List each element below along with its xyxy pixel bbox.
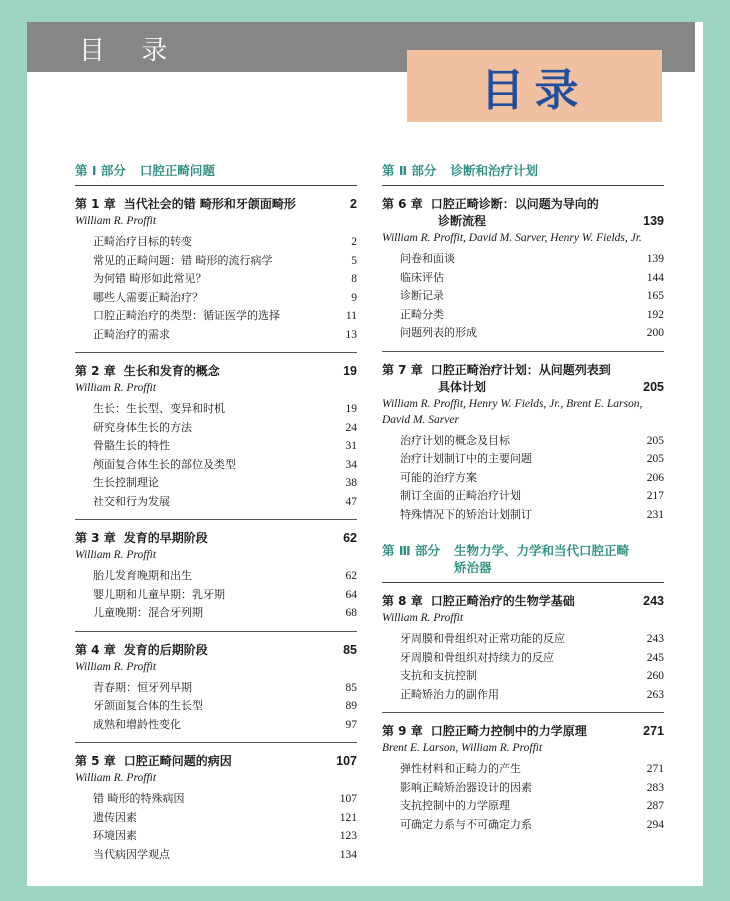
chapter-page: 19 [343, 364, 357, 378]
toc-entry [75, 809, 357, 828]
entry-page: 9 [351, 291, 357, 304]
entry-page: 5 [351, 254, 357, 267]
entry-page: 107 [339, 793, 357, 805]
chapter-5 [75, 753, 357, 864]
part-heading [75, 162, 357, 186]
entry-list [75, 790, 357, 864]
entry-title: 治疗计划制订中的主要问题 [400, 452, 532, 465]
entry-title: 正畸矫治力的副作用 [400, 687, 499, 701]
chapter-author: William R. Proffit [75, 215, 157, 227]
chapter-author: William R. Proffit [75, 772, 157, 784]
toc-entry [382, 686, 664, 705]
toc-entry [382, 269, 664, 288]
chapter-title [382, 196, 664, 213]
chapter-number: 第 9 章 [382, 724, 423, 738]
entry-title: 口腔正畸治疗的类型：循证医学的选择 [93, 309, 280, 322]
divider [75, 352, 357, 353]
entry-page: 38 [345, 477, 357, 489]
toc-entry [75, 289, 357, 308]
toc-entry [382, 432, 664, 451]
chapter-author: William R. Proffit, Henry W. Fields, Jr., Brent E. Larson, David M. Sarver [382, 397, 643, 426]
entry-page: 31 [345, 440, 357, 452]
chapter-author: William R. Proffit [75, 382, 157, 394]
toc-entry [75, 233, 357, 252]
chapter-author: Brent E. Larson, William R. Proffit [382, 742, 543, 754]
chapter-number: 第 8 章 [382, 594, 423, 608]
entry-title: 诊断记录 [400, 289, 444, 302]
entry-title: 骨骼生长的特性 [93, 439, 170, 452]
entry-title: 可确定力系与不可确定力系 [400, 817, 532, 831]
toc-entry [382, 306, 664, 325]
entry-title: 常见的正畸问题：错 畸形的流行病学 [93, 253, 273, 267]
entry-title: 临床评估 [400, 270, 444, 284]
entry-title: 婴儿期和儿童早期：乳牙期 [93, 587, 225, 601]
entry-page: 217 [646, 490, 664, 502]
chapter-number: 第 5 章 [75, 754, 116, 768]
entry-title: 支抗控制中的力学原理 [400, 799, 510, 812]
toc-entry [382, 816, 664, 835]
entry-page: 245 [646, 651, 664, 664]
toc-entry [75, 586, 357, 605]
entry-page: 200 [646, 327, 664, 339]
entry-title: 成熟和增龄性变化 [93, 717, 181, 731]
chapter-page: 271 [643, 724, 664, 738]
toc-entry [75, 567, 357, 586]
toc-entry [382, 324, 664, 343]
chapter-name: 口腔正畸治疗的生物学基础 [430, 594, 575, 608]
chapter-list [75, 196, 357, 864]
chapter-1 [75, 196, 357, 344]
entry-title: 儿童晚期：混合牙列期 [93, 606, 203, 619]
entry-title: 牙周膜和骨组织对正常功能的反应 [400, 632, 565, 645]
toc-entry [75, 790, 357, 809]
chapter-author: William R. Proffit [75, 549, 157, 561]
entry-title: 弹性材料和正畸力的产生 [400, 762, 521, 775]
divider [75, 519, 357, 520]
chapter-page: 85 [343, 642, 357, 657]
chapter-page: 243 [643, 594, 664, 608]
toc-entry [382, 487, 664, 506]
entry-list [75, 233, 357, 344]
entry-page: 206 [646, 471, 664, 484]
chapter-author: William R. Proffit, David M. Sarver, Henry W. Fields, Jr. [382, 232, 642, 244]
entry-title: 遗传因素 [93, 810, 137, 824]
title-badge [407, 50, 662, 122]
chapter-name-cont: 具体计划 [438, 379, 487, 394]
entry-title: 错 畸形的特殊病因 [93, 792, 185, 805]
part-number: 第 Ⅰ 部分 [75, 163, 126, 178]
chapter-title [382, 723, 664, 740]
entry-page: 165 [646, 290, 664, 302]
right-column [382, 162, 664, 842]
chapter-7 [382, 362, 664, 525]
part-title: 口腔正畸问题 [139, 163, 215, 178]
entry-title: 正畸治疗目标的转变 [93, 235, 192, 248]
divider [382, 351, 664, 352]
chapter-4 [75, 642, 357, 735]
entry-page: 2 [351, 236, 357, 248]
toc-entry [75, 456, 357, 475]
entry-page: 62 [345, 570, 357, 582]
entry-title: 正畸治疗的需求 [93, 327, 170, 341]
entry-page: 287 [646, 800, 664, 812]
chapter-author: William R. Proffit [75, 660, 157, 673]
entry-list [382, 760, 664, 834]
entry-page: 144 [646, 271, 664, 284]
toc-entry [382, 630, 664, 649]
entry-title: 制订全面的正畸治疗计划 [400, 489, 521, 502]
entry-title: 生长控制理论 [93, 476, 159, 489]
toc-entry [75, 493, 357, 512]
entry-page: 11 [345, 310, 357, 322]
chapter-title [75, 363, 357, 380]
entry-list [75, 400, 357, 511]
entry-page: 283 [646, 781, 664, 794]
toc-entry [382, 450, 664, 469]
chapter-title [75, 196, 357, 213]
entry-list [75, 567, 357, 623]
entry-page: 231 [646, 508, 664, 521]
entry-title: 为何错 畸形如此常见？ [93, 272, 207, 285]
chapter-title-cont [382, 379, 664, 396]
entry-page: 205 [646, 434, 664, 447]
chapter-page: 139 [643, 214, 664, 228]
entry-title: 青春期：恒牙列早期 [93, 680, 192, 694]
toc-entry [75, 400, 357, 419]
toc-entry [75, 846, 357, 865]
chapter-number: 第 3 章 [75, 531, 116, 545]
chapter-3 [75, 530, 357, 623]
chapter-title [382, 362, 664, 379]
chapter-8 [382, 593, 664, 704]
entry-page: 192 [646, 308, 664, 321]
entry-title: 颅面复合体生长的部位及类型 [93, 457, 236, 471]
chapter-title [75, 753, 357, 770]
entry-page: 121 [339, 811, 357, 824]
entry-page: 68 [345, 607, 357, 619]
toc-entry [382, 797, 664, 816]
toc-entry [75, 716, 357, 735]
chapter-9 [382, 723, 664, 834]
page-title: 目 录 [79, 36, 182, 66]
entry-title: 当代病因学观点 [93, 847, 170, 861]
part-heading [382, 542, 664, 583]
chapter-name: 生长和发育的概念 [123, 364, 220, 378]
part-number: 第 Ⅱ 部分 [382, 163, 437, 178]
chapter-name: 口腔正畸问题的病因 [123, 754, 232, 768]
entry-page: 8 [351, 273, 357, 285]
entry-title: 可能的治疗方案 [400, 470, 477, 484]
entry-title: 支抗和支抗控制 [400, 669, 477, 682]
toc-entry [382, 779, 664, 798]
toc-entry [382, 667, 664, 686]
chapter-6 [382, 196, 664, 343]
toc-entry [75, 827, 357, 846]
chapter-number: 第 1 章 [75, 197, 116, 211]
chapter-title [75, 642, 357, 659]
toc-entry [382, 649, 664, 668]
entry-page: 19 [345, 403, 357, 415]
chapter-2 [75, 363, 357, 511]
chapter-name: 口腔正畸治疗计划：从问题列表到 [430, 362, 611, 377]
entry-page: 47 [345, 495, 357, 508]
part-heading [382, 162, 664, 186]
chapter-name: 当代社会的错 畸形和牙颌面畸形 [123, 197, 296, 211]
toc-entry [75, 474, 357, 493]
entry-page: 24 [345, 421, 357, 434]
toc-page [27, 22, 703, 886]
toc-entry [382, 287, 664, 306]
entry-page: 85 [345, 681, 357, 694]
toc-entry [75, 697, 357, 716]
part-title-line2: 矫治器 [454, 560, 492, 575]
entry-list [382, 630, 664, 704]
toc-entry [75, 604, 357, 623]
chapter-author: William R. Proffit [382, 612, 464, 624]
chapter-number: 第 4 章 [75, 642, 116, 657]
divider [382, 712, 664, 713]
entry-title: 影响正畸矫治器设计的因素 [400, 780, 532, 794]
toc-entry [75, 307, 357, 326]
entry-page: 34 [345, 458, 357, 471]
chapter-name-cont: 诊断流程 [438, 214, 487, 228]
left-column [75, 162, 357, 872]
toc-entry [75, 437, 357, 456]
entry-title: 特殊情况下的矫治计划制订 [400, 507, 532, 521]
entry-page: 13 [345, 328, 357, 341]
entry-list [382, 432, 664, 525]
entry-page: 123 [339, 830, 357, 842]
toc-entry [75, 679, 357, 698]
part-title-line1: 生物力学、力学和当代口腔正畸 [454, 543, 630, 558]
divider [75, 631, 357, 632]
entry-page: 263 [646, 688, 664, 701]
chapter-page: 205 [643, 379, 664, 394]
entry-title: 研究身体生长的方法 [93, 420, 192, 434]
badge-label: 目录 [480, 65, 589, 116]
entry-title: 胎儿发育晚期和出生 [93, 569, 192, 582]
entry-title: 牙周膜和骨组织对持续力的反应 [400, 650, 554, 664]
entry-title: 治疗计划的概念及目标 [400, 433, 510, 447]
chapter-number: 第 6 章 [382, 197, 423, 211]
entry-page: 89 [345, 700, 357, 712]
chapter-page: 2 [350, 197, 357, 211]
toc-entry [75, 270, 357, 289]
toc-entry [75, 252, 357, 271]
entry-title: 生长：生长型、变异和时机 [93, 402, 225, 415]
entry-page: 243 [646, 633, 664, 645]
part-title [454, 542, 629, 576]
chapter-title [382, 593, 664, 610]
entry-title: 问卷和面谈 [400, 252, 455, 265]
entry-list [382, 250, 664, 343]
toc-entry [382, 250, 664, 269]
part-title: 诊断和治疗计划 [450, 163, 538, 178]
entry-title: 哪些人需要正畸治疗？ [93, 290, 203, 304]
entry-page: 205 [646, 453, 664, 465]
entry-title: 牙颌面复合体的生长型 [93, 699, 203, 712]
entry-page: 294 [646, 818, 664, 831]
chapter-name: 发育的早期阶段 [123, 531, 208, 545]
entry-page: 260 [646, 670, 664, 682]
entry-title: 问题列表的形成 [400, 326, 477, 339]
entry-page: 139 [646, 253, 664, 265]
chapter-title [75, 530, 357, 547]
chapter-page: 62 [343, 531, 357, 545]
entry-title: 正畸分类 [400, 307, 444, 321]
entry-page: 97 [345, 718, 357, 731]
entry-title: 社交和行为发展 [93, 494, 170, 508]
chapter-number: 第 2 章 [75, 364, 116, 378]
entry-title: 环境因素 [93, 829, 137, 842]
entry-page: 134 [339, 848, 357, 861]
toc-entry [75, 419, 357, 438]
entry-page: 64 [345, 588, 357, 601]
chapter-title-cont [382, 213, 664, 230]
toc-entry [382, 506, 664, 525]
chapter-name: 口腔正畸力控制中的力学原理 [430, 724, 587, 738]
toc-entry [75, 326, 357, 345]
toc-entry [382, 469, 664, 488]
chapter-number: 第 7 章 [382, 362, 423, 377]
toc-entry [382, 760, 664, 779]
divider [75, 742, 357, 743]
part-number: 第 Ⅲ 部分 [382, 543, 441, 558]
entry-page: 271 [646, 763, 664, 775]
chapter-name: 口腔正畸诊断：以问题为导向的 [430, 197, 599, 211]
chapter-name: 发育的后期阶段 [123, 642, 208, 657]
chapter-page: 107 [336, 754, 357, 768]
entry-list [75, 679, 357, 735]
